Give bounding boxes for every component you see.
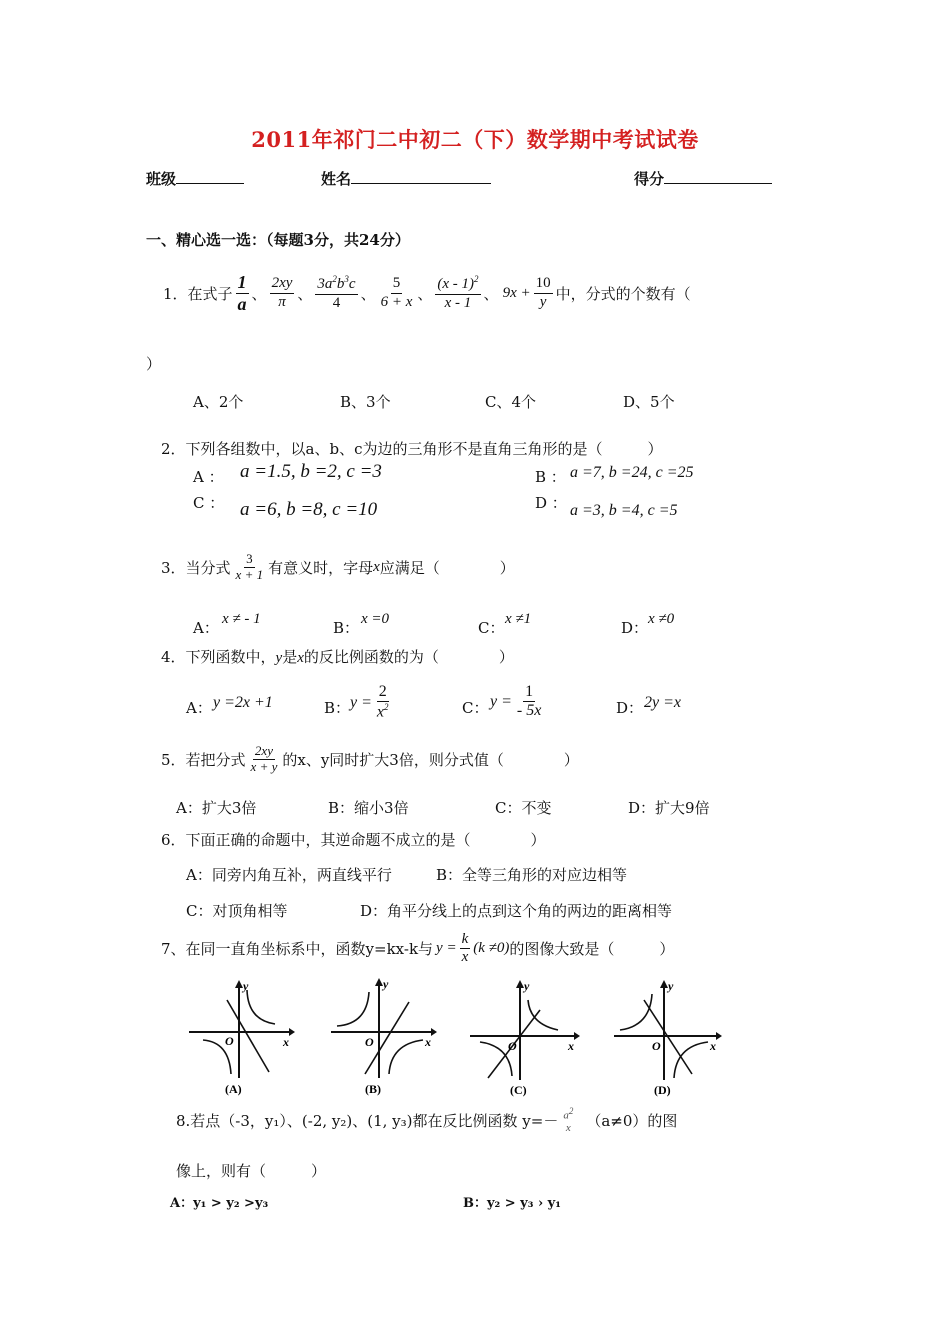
x-label: x (710, 1039, 716, 1053)
q2-option-a[interactable]: a =1.5, b =2, c =3 (240, 461, 382, 482)
q4-prefix: 4．下列函数中， (161, 648, 276, 666)
hyperbola-branch (389, 1040, 423, 1074)
graph-label-d: (D) (654, 1083, 671, 1097)
hyperbola-branch (528, 1000, 558, 1030)
q5-fraction: $\frac{2xy}{x + y}$ (250, 743, 278, 774)
question-2: 2．下列各组数中，以a、b、c为边的三角形不是直角三角形的是（ ） (161, 440, 663, 458)
q4-x: x (297, 650, 304, 666)
q5-option-d[interactable]: D：扩大9倍 (628, 799, 710, 817)
q6-option-a[interactable]: A：同旁内角互补，两直线平行 (186, 866, 392, 884)
q5-suffix: 的x、y同时扩大3倍，则分式值（ ） (282, 750, 579, 769)
q8-cond: （a≠0）的图 (586, 1111, 678, 1130)
q4-b-fraction: $\frac{2}{x^2}$ (376, 683, 389, 721)
q2-label-c: C ： (193, 494, 225, 512)
question-1 (163, 272, 691, 314)
q7-cond: (k ≠0) (473, 940, 510, 957)
q1-close: ） (146, 355, 162, 373)
q3-suffix: 有意义时，字母 (268, 558, 374, 577)
x-label: x (283, 1035, 289, 1049)
q4-label-b: B： (324, 699, 351, 717)
origin-label: O (225, 1034, 234, 1048)
y-label: y (524, 980, 530, 993)
class-field[interactable] (146, 168, 244, 189)
hyperbola-branch (337, 992, 369, 1026)
q1-option-d[interactable]: D、5个 (623, 393, 675, 411)
origin-label: O (365, 1035, 374, 1049)
score-blank[interactable] (664, 169, 772, 184)
q3-option-a[interactable]: x ≠ - 1 (222, 611, 261, 627)
y-label: y (668, 980, 674, 993)
q7-graph-d[interactable] (610, 980, 725, 1102)
q8-fraction: $a^2$ x (563, 1106, 574, 1135)
q1-expr-5: $\frac{(x - 1)^2}{x - 1}$ (437, 274, 479, 311)
q1-option-c[interactable]: C、4个 (485, 393, 537, 411)
q7-suffix: 的图像大致是（ ） (509, 940, 675, 959)
question-6: 6．下面正确的命题中，其逆命题不成立的是（ ） (161, 831, 546, 849)
q8-option-a[interactable]: A：y₁ > y₂ >y₃ (170, 1196, 269, 1211)
q1-sep: 、 (297, 284, 313, 303)
q1-expr-1: $\frac{1}{a}$ (237, 272, 247, 314)
q4-label-d: D： (616, 699, 644, 717)
q4-option-a[interactable]: y =2x +1 (213, 694, 273, 711)
question-5 (161, 744, 579, 775)
class-blank[interactable] (176, 169, 244, 184)
q4-c-fraction: $\frac{1}{- 5x}$ (516, 683, 542, 720)
y-axis-arrow (660, 980, 668, 988)
y-axis-arrow (516, 980, 524, 988)
x-label: x (425, 1035, 431, 1049)
question-4 (161, 646, 514, 667)
origin-label: O (652, 1039, 661, 1053)
question-3 (161, 552, 515, 583)
question-7 (161, 931, 674, 967)
q4-y: y (275, 650, 283, 666)
q3-suffix2: 应满足（ ） (379, 558, 515, 577)
y-axis-arrow (235, 980, 243, 988)
name-blank[interactable] (351, 169, 491, 184)
q7-graph-c[interactable] (466, 980, 581, 1102)
origin-label: O (508, 1039, 517, 1053)
q1-expr-3: $\frac{3a^2b^3c}{4}$ (317, 274, 356, 311)
q5-option-a[interactable]: A：扩大3倍 (176, 799, 257, 817)
hyperbola-branch (247, 990, 275, 1024)
q7-fraction: $\frac{k}{x}$ (461, 931, 469, 966)
x-label: x (568, 1039, 574, 1053)
q4-label-a: A： (186, 699, 212, 717)
q7-graph-b[interactable] (327, 978, 437, 1100)
q4-b-lhs: y = (350, 693, 372, 711)
q3-option-c[interactable]: x ≠1 (505, 611, 532, 627)
q3-label-b: B： (333, 619, 360, 637)
name-label: 姓名 (321, 170, 352, 188)
q4-option-d[interactable]: 2y =x (644, 694, 681, 711)
question-8 (176, 1106, 677, 1135)
q6-option-b[interactable]: B：全等三角形的对应边相等 (436, 866, 628, 884)
q3-option-d[interactable]: x ≠0 (648, 611, 675, 627)
q3-label-d: D： (621, 619, 649, 637)
score-field[interactable] (634, 168, 772, 189)
x-axis-arrow (289, 1028, 295, 1036)
q7-y: y = (436, 940, 457, 957)
q7-prefix: 7、在同一直角坐标系中，函数y=kx-k与 (161, 940, 434, 959)
q1-sep: 、 (483, 284, 499, 303)
q1-expr-2: $\frac{2xy}{\pi}$ (271, 275, 293, 310)
q5-prefix: 5．若把分式 (161, 750, 246, 769)
class-label: 班级 (146, 170, 177, 188)
graph-label-b: (B) (365, 1082, 381, 1096)
q4-label-c: C： (462, 699, 489, 717)
q7-graph-a[interactable] (185, 980, 295, 1100)
q2-label-b: B ： (535, 468, 566, 486)
name-field[interactable] (321, 168, 491, 189)
q4-mid: 是 (282, 648, 298, 666)
q1-expr-6b: $\frac{10}{y}$ (535, 275, 551, 310)
q3-var: x (373, 558, 380, 575)
x-axis-arrow (574, 1032, 580, 1040)
y-label: y (243, 980, 249, 993)
q8-option-b[interactable]: B：y₂ > y₃ › y₁ (463, 1196, 561, 1211)
graph-label-c: (C) (510, 1083, 527, 1097)
q1-sep: 、 (360, 284, 376, 303)
q1-expr-6a: 9x + (502, 284, 531, 301)
q4-suffix: 的反比例函数的为（ ） (303, 648, 514, 666)
q4-option-b[interactable] (350, 683, 394, 722)
y-label: y (383, 978, 389, 991)
q4-c-lhs: y = (490, 692, 512, 710)
x-axis-arrow (716, 1032, 722, 1040)
q3-prefix: 3．当分式 (161, 558, 231, 577)
q2-option-d[interactable]: a =3, b =4, c =5 (570, 502, 678, 519)
graph-label-a: (A) (225, 1082, 242, 1096)
section-heading: 一、精心选一选：（每题3分，共24分） (146, 231, 410, 249)
score-label: 得分 (634, 170, 665, 188)
x-axis-arrow (431, 1028, 437, 1036)
q2-option-c[interactable]: a =6, b =8, c =10 (240, 499, 378, 520)
q3-option-b[interactable]: x =0 (361, 611, 390, 627)
q1-suffix: 中，分式的个数有（ (555, 284, 691, 303)
q1-sep: 、 (251, 284, 267, 303)
q1-sep: 、 (417, 284, 433, 303)
q1-option-b[interactable]: B、3个 (340, 393, 391, 411)
hyperbola-branch (620, 994, 652, 1030)
q4-option-c[interactable] (490, 683, 546, 721)
q8-prefix: 8.若点（-3，y₁）、(-2, y₂)、(1, y₃)都在反比例函数 y=－ (176, 1111, 559, 1130)
q5-option-b[interactable]: B：缩小3倍 (328, 799, 409, 817)
q3-label-a: A： (193, 619, 219, 637)
y-axis-arrow (375, 978, 383, 986)
page-title: 2011年祁门二中初二（下）数学期中考试试卷 (251, 127, 699, 152)
q1-option-a[interactable]: A、2个 (193, 393, 244, 411)
q2-option-b[interactable]: a =7, b =24, c =25 (570, 464, 694, 481)
q1-prefix: 1．在式子 (163, 284, 233, 303)
q6-option-c[interactable]: C：对顶角相等 (186, 902, 288, 920)
q2-label-d: D ： (535, 494, 567, 512)
q3-label-c: C： (478, 619, 505, 637)
q1-expr-4: $\frac{5}{6 + x}$ (380, 275, 413, 310)
q2-label-a: A ： (193, 468, 224, 486)
q8-line2: 像上，则有（ ） (176, 1162, 327, 1180)
q3-fraction: $\frac{3}{x + 1}$ (235, 551, 264, 582)
q6-option-d[interactable]: D：角平分线上的点到这个角的两边的距离相等 (360, 902, 673, 920)
q5-option-c[interactable]: C：不变 (495, 799, 552, 817)
